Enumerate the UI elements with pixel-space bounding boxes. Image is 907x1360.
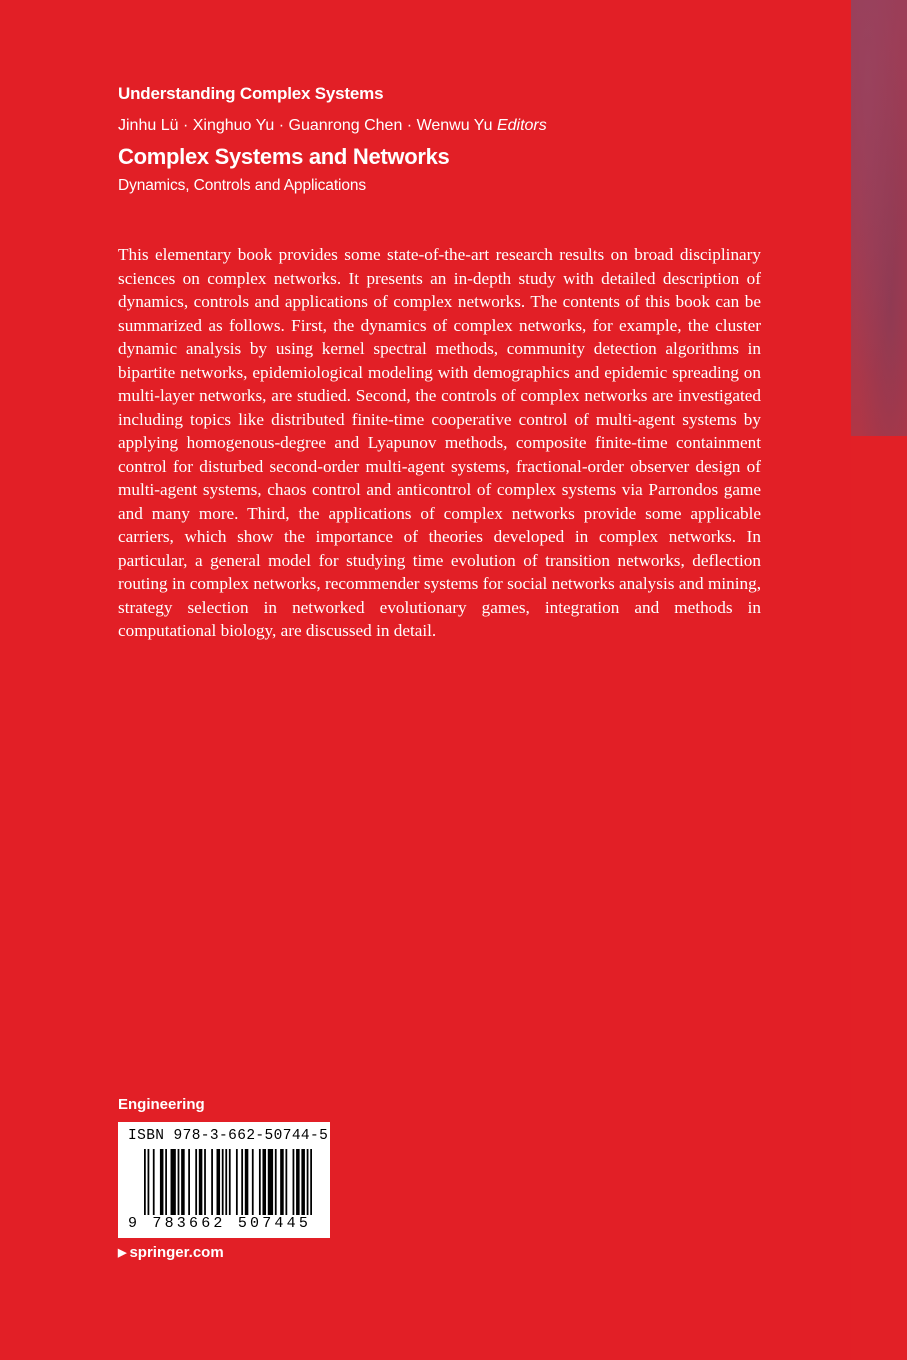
website-text: springer.com xyxy=(129,1244,224,1261)
barcode-bar xyxy=(217,1149,221,1217)
editors-role: Editors xyxy=(496,117,547,134)
barcode-bar xyxy=(236,1149,238,1217)
barcode-bar xyxy=(301,1149,305,1217)
barcode-bar xyxy=(293,1149,295,1217)
barcode-bar xyxy=(204,1149,206,1217)
cover-edge-strip xyxy=(851,0,907,1360)
barcode-bar xyxy=(171,1149,176,1217)
cover-edge-lower xyxy=(851,436,907,1360)
series-name: Understanding Complex Systems xyxy=(118,84,384,103)
barcode-bar xyxy=(181,1149,185,1217)
barcode-bar xyxy=(229,1149,231,1223)
cover-edge-image xyxy=(851,0,907,436)
barcode-bar xyxy=(262,1149,266,1217)
arrow-right-icon: ▶ xyxy=(118,1247,127,1259)
book-subtitle: Dynamics, Controls and Applications xyxy=(118,177,367,194)
book-title: Complex Systems and Networks xyxy=(118,144,450,169)
isbn-barcode-box xyxy=(118,1122,330,1238)
barcode-bar xyxy=(285,1149,287,1217)
barcode-bar xyxy=(296,1149,300,1217)
barcode-bar xyxy=(268,1149,273,1217)
book-description: This elementary book provides some state-of-the-art research results on broad disciplinary sciences on complex networks. It presents an in-depth study with detailed description of dynamics, controls and applications of complex networks. The contents of this book can be summarized as follows. First, the dynamics of complex networks, for example, the cluster dynamic analysis by using kernel spectral methods, community detection algorithms in bipartite networks, epidemiological modeling with demographics and epidemic spreading on multi-layer networks, are studied. Second, the controls of complex networks are investigated including topics like distributed finite-time cooperative control of multi-agent systems by applying homogenous-degree and Lyapunov methods, composite finite-time containment control for disturbed second-order multi-agent systems, fractional-order observer design of multi-agent systems, chaos control and anticontrol of complex systems via Parrondos game and many more. Third, the applications of complex networks provide some applicable carriers, which show the importance of theories developed in complex networks. In particular, a general model for studying time evolution of transition networks, deflection routing in complex networks, recommender systems for social networks analysis and mining, strategy selection in networked evolutionary games, integration and methods in computational biology, are discussed in detail. xyxy=(118,245,761,640)
barcode-bar xyxy=(280,1149,284,1217)
barcode-bar xyxy=(310,1149,312,1223)
barcode-bar xyxy=(245,1149,249,1217)
barcode-bar xyxy=(188,1149,190,1217)
barcode-bar xyxy=(275,1149,277,1217)
subject-category: Engineering xyxy=(118,1096,205,1113)
barcode-bar xyxy=(160,1149,164,1217)
barcode-bar xyxy=(241,1149,243,1217)
barcode-bar xyxy=(211,1149,213,1217)
isbn-label: ISBN 978-3-662-50744-5 xyxy=(128,1128,329,1144)
barcode-bar xyxy=(144,1149,146,1223)
barcode-bar xyxy=(225,1149,227,1223)
barcode-bar xyxy=(252,1149,254,1217)
barcode-bar xyxy=(148,1149,150,1223)
barcode-image xyxy=(144,1149,312,1223)
barcode-bar xyxy=(199,1149,203,1217)
barcode-bar xyxy=(195,1149,197,1217)
publisher-website[interactable] xyxy=(118,1244,224,1261)
barcode-digits: 9 783662 507445 xyxy=(128,1215,312,1232)
editor-names: Jinhu Lü · Xinghuo Yu · Guanrong Chen · Wenwu Yu xyxy=(118,117,493,134)
barcode-bar xyxy=(165,1149,167,1217)
barcode-bar xyxy=(307,1149,309,1223)
barcode-bar xyxy=(259,1149,261,1217)
editors-line xyxy=(118,117,547,135)
barcode-bar xyxy=(222,1149,224,1217)
barcode-bar xyxy=(153,1149,155,1217)
barcode-bar xyxy=(178,1149,180,1217)
